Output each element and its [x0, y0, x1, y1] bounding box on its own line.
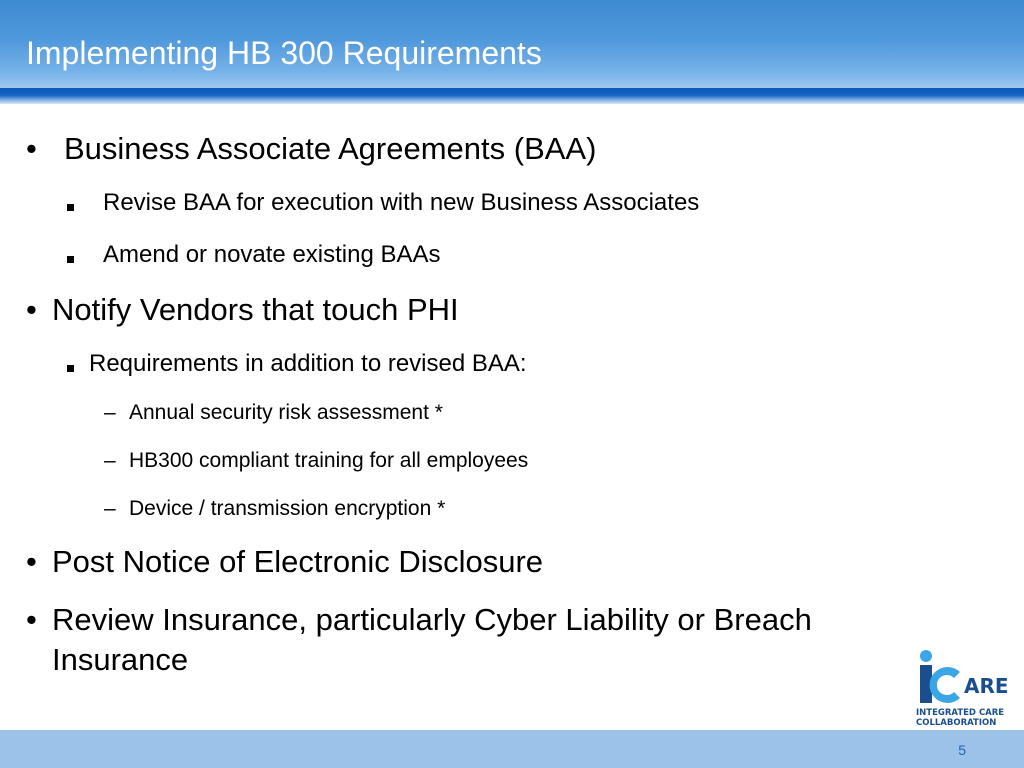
bullet-marker: •	[26, 292, 37, 327]
bullet-marker: •	[26, 602, 37, 637]
square-bullet-marker	[67, 359, 74, 377]
dash-marker: –	[104, 497, 116, 520]
icare-logo	[916, 646, 1012, 730]
dash-marker: –	[104, 449, 116, 472]
logo-line2: COLLABORATION	[916, 718, 997, 728]
bullet-baa: Business Associate Agreements (BAA)	[64, 131, 597, 166]
dash-item-training: HB300 compliant training for all employees	[129, 449, 529, 472]
square-bullet-marker	[67, 250, 74, 268]
logo-line1: INTEGRATED CARE	[916, 708, 1005, 718]
sub-bullet-requirements: Requirements in addition to revised BAA:	[89, 350, 527, 377]
icare-logo-mark	[916, 646, 1012, 708]
bullet-review-insurance-line2: Insurance	[52, 642, 189, 677]
bullet-marker: •	[26, 131, 37, 166]
square-bullet-marker	[67, 198, 74, 216]
sub-bullet-amend-baa: Amend or novate existing BAAs	[103, 241, 441, 268]
dash-item-encryption: Device / transmission encryption *	[129, 497, 446, 520]
dash-marker: –	[104, 401, 116, 424]
footer-band	[0, 730, 1024, 768]
dash-item-risk-assessment: Annual security risk assessment *	[129, 401, 443, 424]
sub-bullet-revise-baa: Revise BAA for execution with new Business Associates	[103, 189, 700, 216]
page-number: 5	[958, 742, 966, 758]
bullet-post-notice: Post Notice of Electronic Disclosure	[52, 544, 544, 579]
logo-are-text: ARE	[964, 674, 1009, 698]
bullet-review-insurance-line1: Review Insurance, particularly Cyber Liability or Breach	[52, 602, 812, 637]
bullet-notify-vendors: Notify Vendors that touch PHI	[52, 292, 459, 327]
slide-title: Implementing HB 300 Requirements	[26, 35, 542, 71]
bullet-marker: •	[26, 544, 37, 579]
